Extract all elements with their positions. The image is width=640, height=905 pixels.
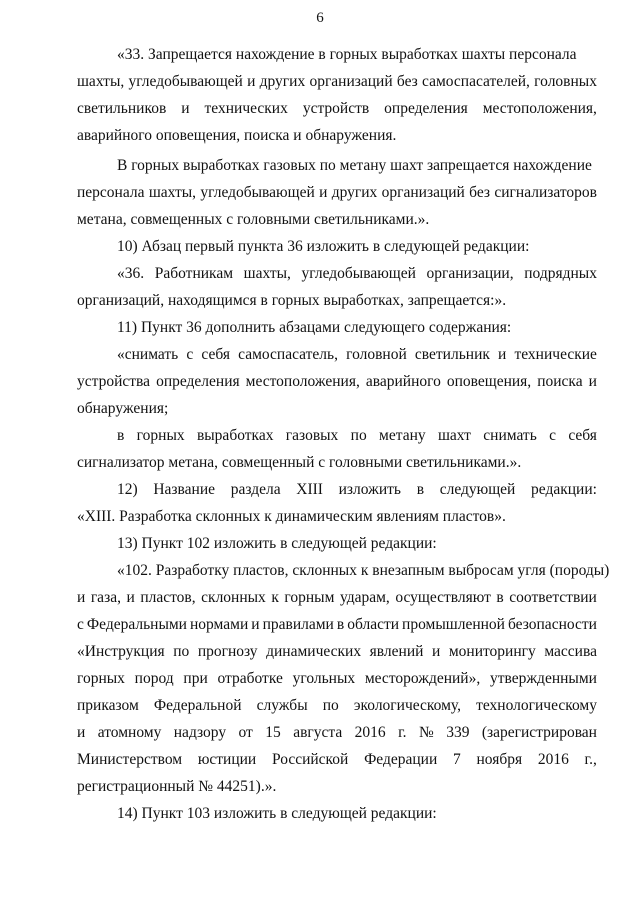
word: «Инструкция <box>77 643 165 660</box>
word: явлений <box>369 643 424 660</box>
word: ударам, <box>339 589 390 606</box>
word: метану <box>379 427 426 444</box>
text-line <box>117 264 597 284</box>
word: светильников <box>77 100 167 117</box>
word: г. <box>398 724 407 741</box>
word: в <box>416 481 425 498</box>
text-line <box>77 183 597 203</box>
word: промышленной <box>402 616 505 633</box>
word: 12) <box>117 481 138 498</box>
text-line: В горных выработках газовых по метану шахт запрещается нахождение <box>117 157 592 174</box>
word: без <box>469 184 491 201</box>
word: без <box>396 73 418 90</box>
word: и <box>431 643 441 660</box>
text-line <box>77 615 597 635</box>
text-line <box>77 669 597 689</box>
word: Федеральными <box>86 616 187 633</box>
word: прогнозу <box>197 643 258 660</box>
word: других <box>331 184 378 201</box>
word: приказом <box>77 697 139 714</box>
word: следующей <box>439 481 516 498</box>
word: и <box>77 724 86 741</box>
word: себя <box>568 427 597 444</box>
word: 7 <box>452 751 461 768</box>
text-line: метана, совмещенных с головными светильниками.». <box>77 211 430 228</box>
word: и <box>251 616 260 633</box>
word: себя <box>201 346 230 363</box>
word: местоположения, <box>245 373 360 390</box>
word: светильник <box>414 346 490 363</box>
word: от <box>238 724 253 741</box>
word: мониторингу <box>448 643 536 660</box>
text-line: сигнализатор метана, совмещенный с головными светильниками.». <box>77 454 522 471</box>
word: Российской <box>271 751 349 768</box>
word: других <box>259 73 306 90</box>
text-line <box>117 480 597 500</box>
word: местоположения, <box>482 100 597 117</box>
word: определения <box>384 100 468 117</box>
text-line: «XIII. Разработка склонных к динамическим явлениям пластов». <box>77 508 506 525</box>
word: головной <box>346 346 407 363</box>
text-line <box>77 72 597 92</box>
text-line: аварийного оповещения, поиска и обнаружения. <box>77 127 397 144</box>
word: надзору <box>173 724 227 741</box>
word: по <box>173 643 190 660</box>
word: горных <box>136 427 185 444</box>
word: при <box>183 670 208 687</box>
word: безопасности <box>507 616 597 633</box>
text-line <box>77 372 597 392</box>
word: определения <box>156 373 240 390</box>
text-line: регистрационный № 44251).». <box>77 778 277 795</box>
word: Федерации <box>364 751 438 768</box>
word: к <box>271 589 279 606</box>
text-line <box>77 99 597 119</box>
word: угледобывающей <box>301 265 416 282</box>
text-line <box>77 588 597 608</box>
word: по <box>350 427 367 444</box>
page-number: 6 <box>316 10 324 26</box>
word: в <box>117 427 125 444</box>
word: по <box>322 697 339 714</box>
word: поиска <box>537 373 583 390</box>
word: в <box>336 616 345 633</box>
text-line <box>77 642 597 662</box>
word: газовых <box>285 427 339 444</box>
text-line <box>77 696 597 716</box>
text-line: организаций, находящимся в горных выработках, запрещается:». <box>77 292 507 309</box>
word: технологическому <box>476 697 597 714</box>
word: атомному <box>97 724 162 741</box>
word: горным <box>284 589 335 606</box>
word: самоспасателей, <box>422 73 530 90</box>
word: «снимать <box>117 346 179 363</box>
word: угольных <box>292 670 356 687</box>
word: г., <box>584 751 597 768</box>
word: устройства <box>77 373 151 390</box>
word: и <box>498 346 507 363</box>
word: угледобывающей <box>128 73 243 90</box>
word: снимать <box>483 427 537 444</box>
text-line <box>77 750 597 770</box>
word: и <box>181 100 190 117</box>
word: и <box>77 589 86 606</box>
word: угледобывающей <box>200 184 315 201</box>
word: технических <box>204 100 288 117</box>
word: нормами <box>190 616 249 633</box>
word: сигнализаторов <box>494 184 597 201</box>
word: с <box>186 346 194 363</box>
word: с <box>77 616 84 633</box>
word: в <box>496 589 504 606</box>
word: августа <box>293 724 343 741</box>
word: и <box>588 373 597 390</box>
word: месторождений», <box>364 670 481 687</box>
word: пород <box>134 670 174 687</box>
word: правилами <box>262 616 334 633</box>
word: 15 <box>265 724 281 741</box>
text-line: 10) Абзац первый пункта 36 изложить в следующей редакции: <box>117 238 530 255</box>
word: с <box>549 427 556 444</box>
text-line: «102. Разработку пластов, склонных к внезапным выбросам угля (породы) <box>117 562 610 579</box>
word: шахты, <box>243 265 291 282</box>
word: отработке <box>217 670 283 687</box>
word: Работникам <box>154 265 234 282</box>
word: 339 <box>446 724 470 741</box>
word: оповещения, <box>446 373 532 390</box>
word: самоспасатель, <box>238 346 338 363</box>
word: головных <box>534 73 597 90</box>
word: и <box>126 589 135 606</box>
text-line: обнаружения; <box>77 400 169 417</box>
word: «36. <box>117 265 145 282</box>
word: № <box>418 724 434 741</box>
text-line: «33. Запрещается нахождение в горных выработках шахты персонала <box>117 46 577 63</box>
text-line <box>117 345 597 365</box>
word: и <box>319 184 328 201</box>
word: устройств <box>302 100 370 117</box>
word: утвержденными <box>489 670 597 687</box>
word: Министерством <box>77 751 183 768</box>
word: массива <box>544 643 597 660</box>
word: раздела <box>230 481 281 498</box>
word: пластов, <box>140 589 196 606</box>
word: организаций <box>381 184 465 201</box>
word: и <box>247 73 256 90</box>
word: службы <box>256 697 308 714</box>
word: юстиции <box>197 751 257 768</box>
text-line: 14) Пункт 103 изложить в следующей редакции: <box>117 805 437 822</box>
word: Название <box>153 481 216 498</box>
word: организаций <box>309 73 393 90</box>
word: экологическому, <box>353 697 461 714</box>
word: горных <box>77 670 125 687</box>
word: газа, <box>90 589 121 606</box>
word: (зарегистрирован <box>481 724 597 741</box>
word: технические <box>514 346 597 363</box>
word: организации, <box>426 265 514 282</box>
word: Федеральной <box>153 697 242 714</box>
word: осуществляют <box>395 589 491 606</box>
word: XIII <box>296 481 323 498</box>
text-line <box>117 426 597 446</box>
word: склонных <box>201 589 266 606</box>
text-line: 11) Пункт 36 дополнить абзацами следующего содержания: <box>117 319 512 336</box>
word: области <box>347 616 400 633</box>
word: изложить <box>338 481 402 498</box>
text-line: 13) Пункт 102 изложить в следующей редакции: <box>117 535 437 552</box>
word: персонала <box>77 184 145 201</box>
word: шахт <box>437 427 471 444</box>
word: ноября <box>476 751 523 768</box>
word: шахты, <box>77 73 125 90</box>
word: 2016 <box>537 751 569 768</box>
word: редакции: <box>531 481 597 498</box>
word: шахты, <box>148 184 197 201</box>
word: выработках <box>196 427 274 444</box>
word: подрядных <box>524 265 597 282</box>
text-line <box>77 723 597 743</box>
word: 2016 <box>354 724 386 741</box>
word: динамических <box>266 643 362 660</box>
word: аварийного <box>365 373 441 390</box>
word: соответствии <box>509 589 597 606</box>
